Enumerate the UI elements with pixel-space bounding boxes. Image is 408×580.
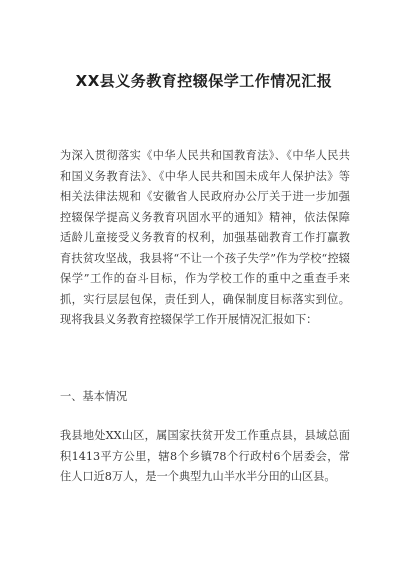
document-title: XX县义务教育控辍保学工作情况汇报	[75, 72, 333, 90]
basic-info-paragraph: 我县地处XX山区，属国家扶贫开发工作重点县，县域总面积1413平方公里，辖8个乡镇78个行政村6个居委会，常住人口近8万人，是一个典型九山半水半分田的山区县。	[60, 429, 350, 483]
section-heading-basic-info: 一、基本情况	[60, 390, 128, 403]
intro-paragraph: 为深入贯彻落实《中华人民共和国教育法》、《中华人民共和国义务教育法》、《中华人民共和国未成年人保护法》等相关法律法规和《安徽省人民政府办公厅关于进一步加强控辍保学提高义务教育巩固水平的通知》精神，依法保障适龄儿童接受义务教育的权利，加强基础教育工作打赢教育扶贫攻坚战，我县将“不让一个孩子失学”作为学校“控辍保学”工作的奋斗目标，作为学校工作的重中之重查手来抓，实行层层包保，责任到人，确保制度目标落实到位。现将我县义务教育控辍保学工作开展情况汇报如下：	[60, 149, 350, 326]
